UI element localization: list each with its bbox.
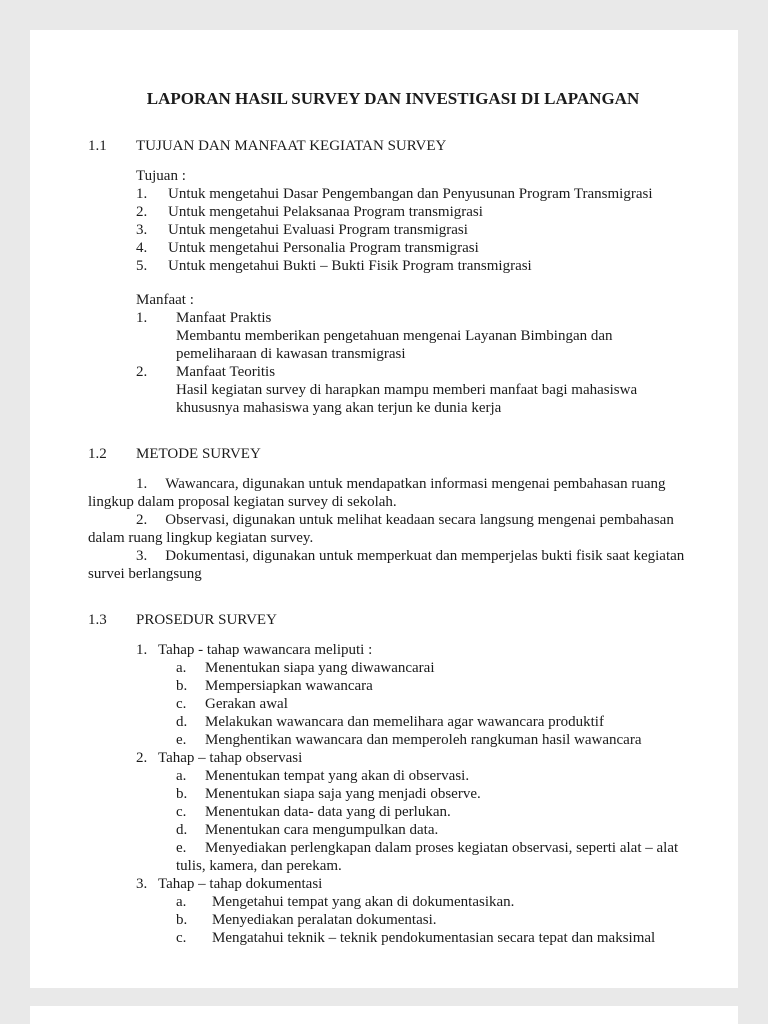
sub-item (176, 767, 698, 785)
list-item (136, 875, 698, 893)
sub-item-text: Mempersiapkan wawancara (205, 678, 373, 694)
paragraph-text: Wawancara, digunakan untuk mendapatkan informasi mengenai pembahasan ruang lingkup dalam proposal kegiatan survey di sekolah. (88, 476, 666, 510)
sub-item (176, 839, 698, 875)
procedure-item (136, 875, 698, 947)
sub-item (176, 911, 698, 929)
list-marker: 2. (136, 204, 148, 220)
manfaat-label: Manfaat : (136, 292, 194, 308)
sub-marker: a. (176, 768, 187, 784)
section-number: 1.3 (88, 612, 107, 628)
section-title: TUJUAN DAN MANFAAT KEGIATAN SURVEY (136, 138, 447, 154)
list-marker: 1. (136, 186, 148, 202)
sub-marker: e. (176, 840, 187, 856)
sub-item (176, 695, 698, 713)
list-item (136, 203, 698, 221)
list-marker: 1. (136, 642, 148, 658)
sub-item-text: Menyediakan peralatan dokumentasi. (212, 912, 437, 928)
list-item-text: Untuk mengetahui Dasar Pengembangan dan Penyusunan Program Transmigrasi (168, 186, 653, 202)
paragraph-text: Dokumentasi, digunakan untuk memperkuat dan memperjelas bukti fisik saat kegiatan survei berlangsung (88, 548, 685, 582)
sub-item (176, 803, 698, 821)
section-heading-1-1 (88, 137, 698, 155)
manfaat-description: Membantu memberikan pengetahuan mengenai Layanan Bimbingan dan pemeliharaan di kawasan transmigrasi (176, 328, 613, 362)
sub-item-text: Mengetahui tempat yang akan di dokumentasikan. (212, 894, 515, 910)
list-item-text: Tahap – tahap dokumentasi (158, 876, 323, 892)
list-item (136, 309, 698, 327)
section-number: 1.1 (88, 138, 107, 154)
sub-item-text: Mengatahui teknik – teknik pendokumentasian secara tepat dan maksimal (212, 930, 656, 946)
list-marker: 3. (136, 222, 148, 238)
section-title: PROSEDUR SURVEY (136, 612, 277, 628)
page-content (30, 30, 738, 947)
list-marker: 2. (136, 512, 148, 528)
section-heading-1-2 (88, 445, 698, 463)
sub-marker: c. (176, 804, 187, 820)
list-item (136, 363, 698, 381)
list-marker: 1. (136, 310, 148, 326)
procedure-item (136, 641, 698, 749)
list-item (136, 239, 698, 257)
list-item-text: Tahap - tahap wawancara meliputi : (158, 642, 373, 658)
document-title: LAPORAN HASIL SURVEY DAN INVESTIGASI DI LAPANGAN (146, 89, 640, 108)
list-marker: 5. (136, 258, 148, 274)
method-paragraph (88, 475, 698, 511)
sub-item-text: Gerakan awal (205, 696, 288, 712)
sub-item-text: Menentukan cara mengumpulkan data. (205, 822, 439, 838)
list-item (136, 221, 698, 239)
manfaat-item (136, 309, 698, 363)
section-heading-1-3 (88, 611, 698, 629)
sub-marker: c. (176, 696, 187, 712)
sub-marker: b. (176, 912, 188, 928)
manfaat-description: Hasil kegiatan survey di harapkan mampu memberi manfaat bagi mahasiswa khususnya mahasiswa yang akan terjun ke dunia kerja (176, 382, 638, 416)
manfaat-item (136, 363, 698, 417)
sub-item-text: Melakukan wawancara dan memelihara agar wawancara produktif (205, 714, 604, 730)
sub-marker: b. (176, 786, 188, 802)
paragraph-text: Observasi, digunakan untuk melihat keadaan secara langsung mengenai pembahasan dalam ruang lingkup kegiatan survey. (88, 512, 674, 546)
list-marker: 3. (136, 548, 148, 564)
sub-marker: e. (176, 732, 187, 748)
method-paragraph (88, 511, 698, 547)
list-item-text: Manfaat Teoritis (176, 364, 276, 380)
procedure-item (136, 749, 698, 875)
section-title: METODE SURVEY (136, 446, 261, 462)
sub-marker: c. (176, 930, 187, 946)
sub-item-text: Menentukan data- data yang di perlukan. (205, 804, 451, 820)
document-page (30, 30, 738, 988)
sub-item-text: Menentukan siapa saja yang menjadi observe. (205, 786, 481, 802)
list-item (136, 257, 698, 275)
method-paragraph (88, 547, 698, 583)
list-item (136, 641, 698, 659)
next-page-edge (30, 1006, 738, 1024)
sub-item (176, 785, 698, 803)
sub-marker: d. (176, 714, 188, 730)
list-marker: 2. (136, 364, 148, 380)
sub-item (176, 677, 698, 695)
sub-item-text: Menentukan tempat yang akan di observasi. (205, 768, 470, 784)
list-marker: 3. (136, 876, 148, 892)
sub-item (176, 731, 698, 749)
sub-item (176, 929, 698, 947)
list-item (136, 185, 698, 203)
sub-list (176, 659, 698, 749)
tujuan-list (136, 185, 698, 275)
list-item-text: Manfaat Praktis (176, 310, 272, 326)
tujuan-label: Tujuan : (136, 168, 186, 184)
list-item-text: Untuk mengetahui Bukti – Bukti Fisik Program transmigrasi (168, 258, 532, 274)
list-marker: 1. (136, 476, 148, 492)
list-item-text: Untuk mengetahui Pelaksanaa Program transmigrasi (168, 204, 483, 220)
section-number: 1.2 (88, 446, 107, 462)
list-item-text: Untuk mengetahui Evaluasi Program transmigrasi (168, 222, 468, 238)
sub-item (176, 893, 698, 911)
sub-marker: a. (176, 660, 187, 676)
sub-list (176, 893, 698, 947)
list-item-text: Untuk mengetahui Personalia Program transmigrasi (168, 240, 479, 256)
sub-item-text: Menentukan siapa yang diwawancarai (205, 660, 435, 676)
list-marker: 4. (136, 240, 148, 256)
sub-item-text: Menghentikan wawancara dan memperoleh rangkuman hasil wawancara (205, 732, 642, 748)
sub-list (176, 767, 698, 875)
list-item-text: Tahap – tahap observasi (158, 750, 303, 766)
sub-item (176, 659, 698, 677)
sub-item (176, 713, 698, 731)
sub-marker: a. (176, 894, 187, 910)
list-item (136, 749, 698, 767)
list-marker: 2. (136, 750, 148, 766)
sub-item-text: Menyediakan perlengkapan dalam proses kegiatan observasi, seperti alat – alat tulis, kamera, dan perekam. (176, 840, 679, 874)
sub-marker: b. (176, 678, 188, 694)
sub-marker: d. (176, 822, 188, 838)
sub-item (176, 821, 698, 839)
